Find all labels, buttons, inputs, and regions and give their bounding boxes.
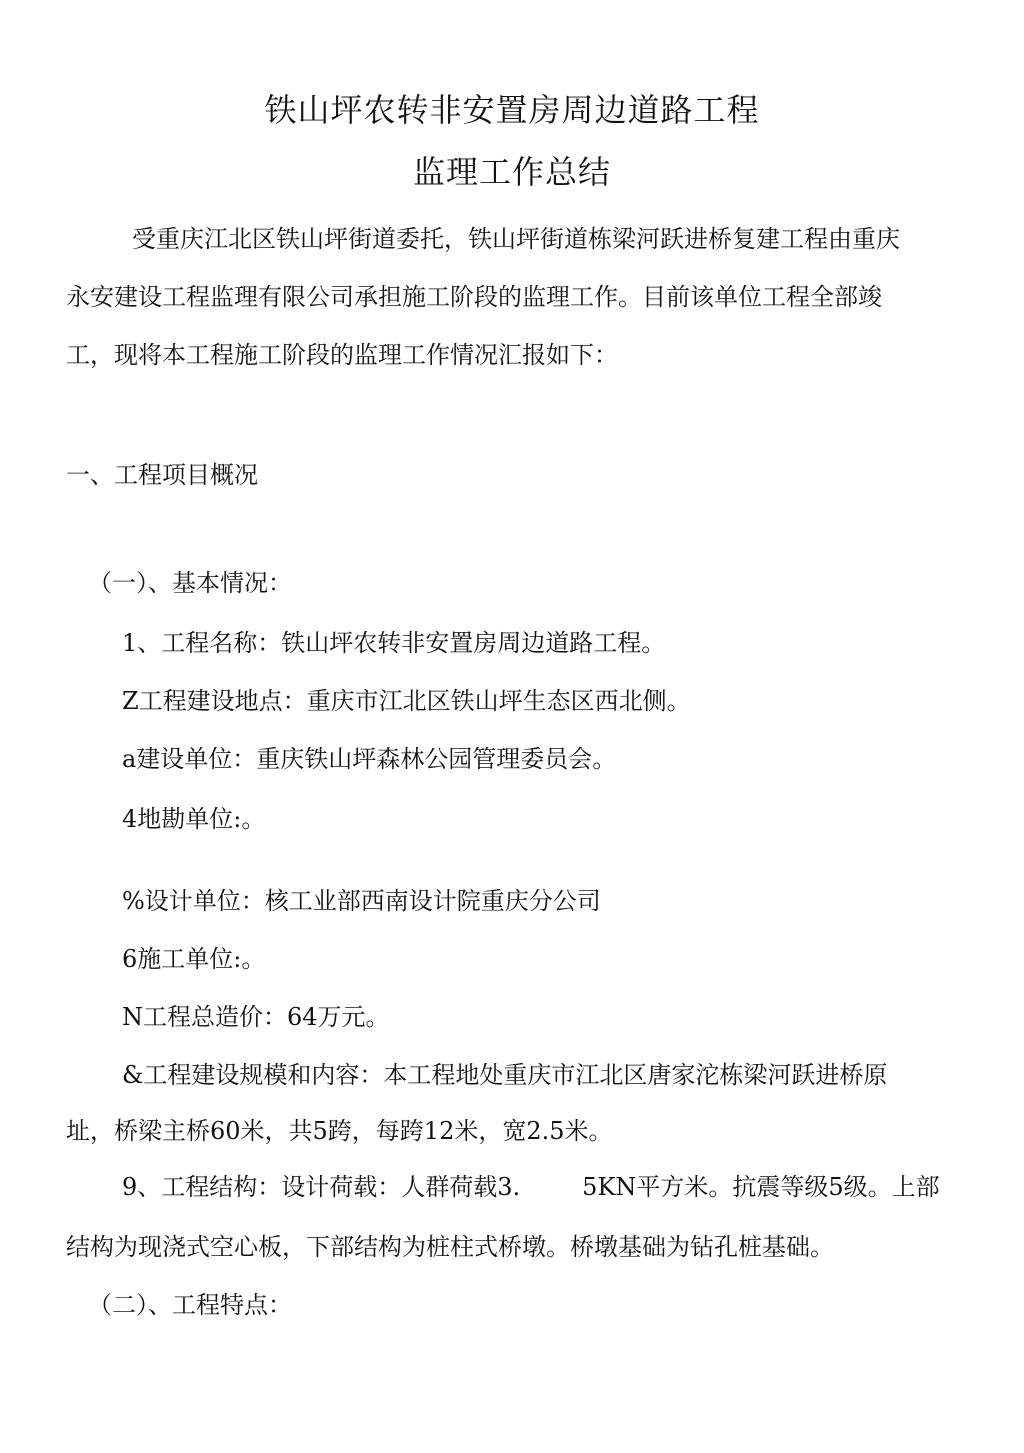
- item-structure-line-2: 结构为现浇式空心板，下部结构为桩柱式桥墩。桥墩基础为钻孔桩基础。: [66, 1233, 834, 1261]
- item-survey-unit: 4地勘单位:。: [122, 805, 266, 833]
- subsection-heading-2: （二）、工程特点：: [88, 1291, 292, 1319]
- item-location: Z工程建设地点：重庆市江北区铁山坪生态区西北侧。: [122, 687, 691, 715]
- section-heading-1: 一、工程项目概况: [66, 461, 258, 489]
- intro-line-1: 受重庆江北区铁山坪街道委托，铁山坪街道栋梁河跃进桥复建工程由重庆: [132, 225, 900, 253]
- item-structure-line-1: [122, 1172, 940, 1202]
- item-structure-part-1: 9、工程结构：设计荷载：人群荷载3.: [122, 1173, 521, 1201]
- intro-line-3: 工，现将本工程施工阶段的监理工作情况汇报如下：: [66, 341, 618, 369]
- item-total-cost: N工程总造价：64万元。: [122, 1003, 390, 1031]
- document-title: 铁山坪农转非安置房周边道路工程: [264, 91, 760, 129]
- intro-line-2: 永安建设工程监理有限公司承担施工阶段的监理工作。目前该单位工程全部竣: [66, 283, 882, 311]
- subsection-heading-1: （一）、基本情况：: [88, 569, 292, 597]
- item-scale-line-1: &工程建设规模和内容：本工程地处重庆市江北区唐家沱栋梁河跃进桥原: [122, 1061, 888, 1089]
- item-design-unit: %设计单位：核工业部西南设计院重庆分公司: [122, 887, 601, 915]
- item-scale-line-2: 址，桥梁主桥60米，共5跨，每跨12米，宽2.5米。: [66, 1117, 613, 1145]
- item-structure-part-2: 5KN平方米。抗震等级5级。上部: [582, 1173, 940, 1201]
- item-owner: a建设单位：重庆铁山坪森林公园管理委员会。: [122, 745, 617, 773]
- item-project-name: 1、工程名称：铁山坪农转非安置房周边道路工程。: [122, 629, 666, 657]
- item-construction-unit: 6施工单位:。: [122, 945, 266, 973]
- document-subtitle: 监理工作总结: [412, 153, 611, 191]
